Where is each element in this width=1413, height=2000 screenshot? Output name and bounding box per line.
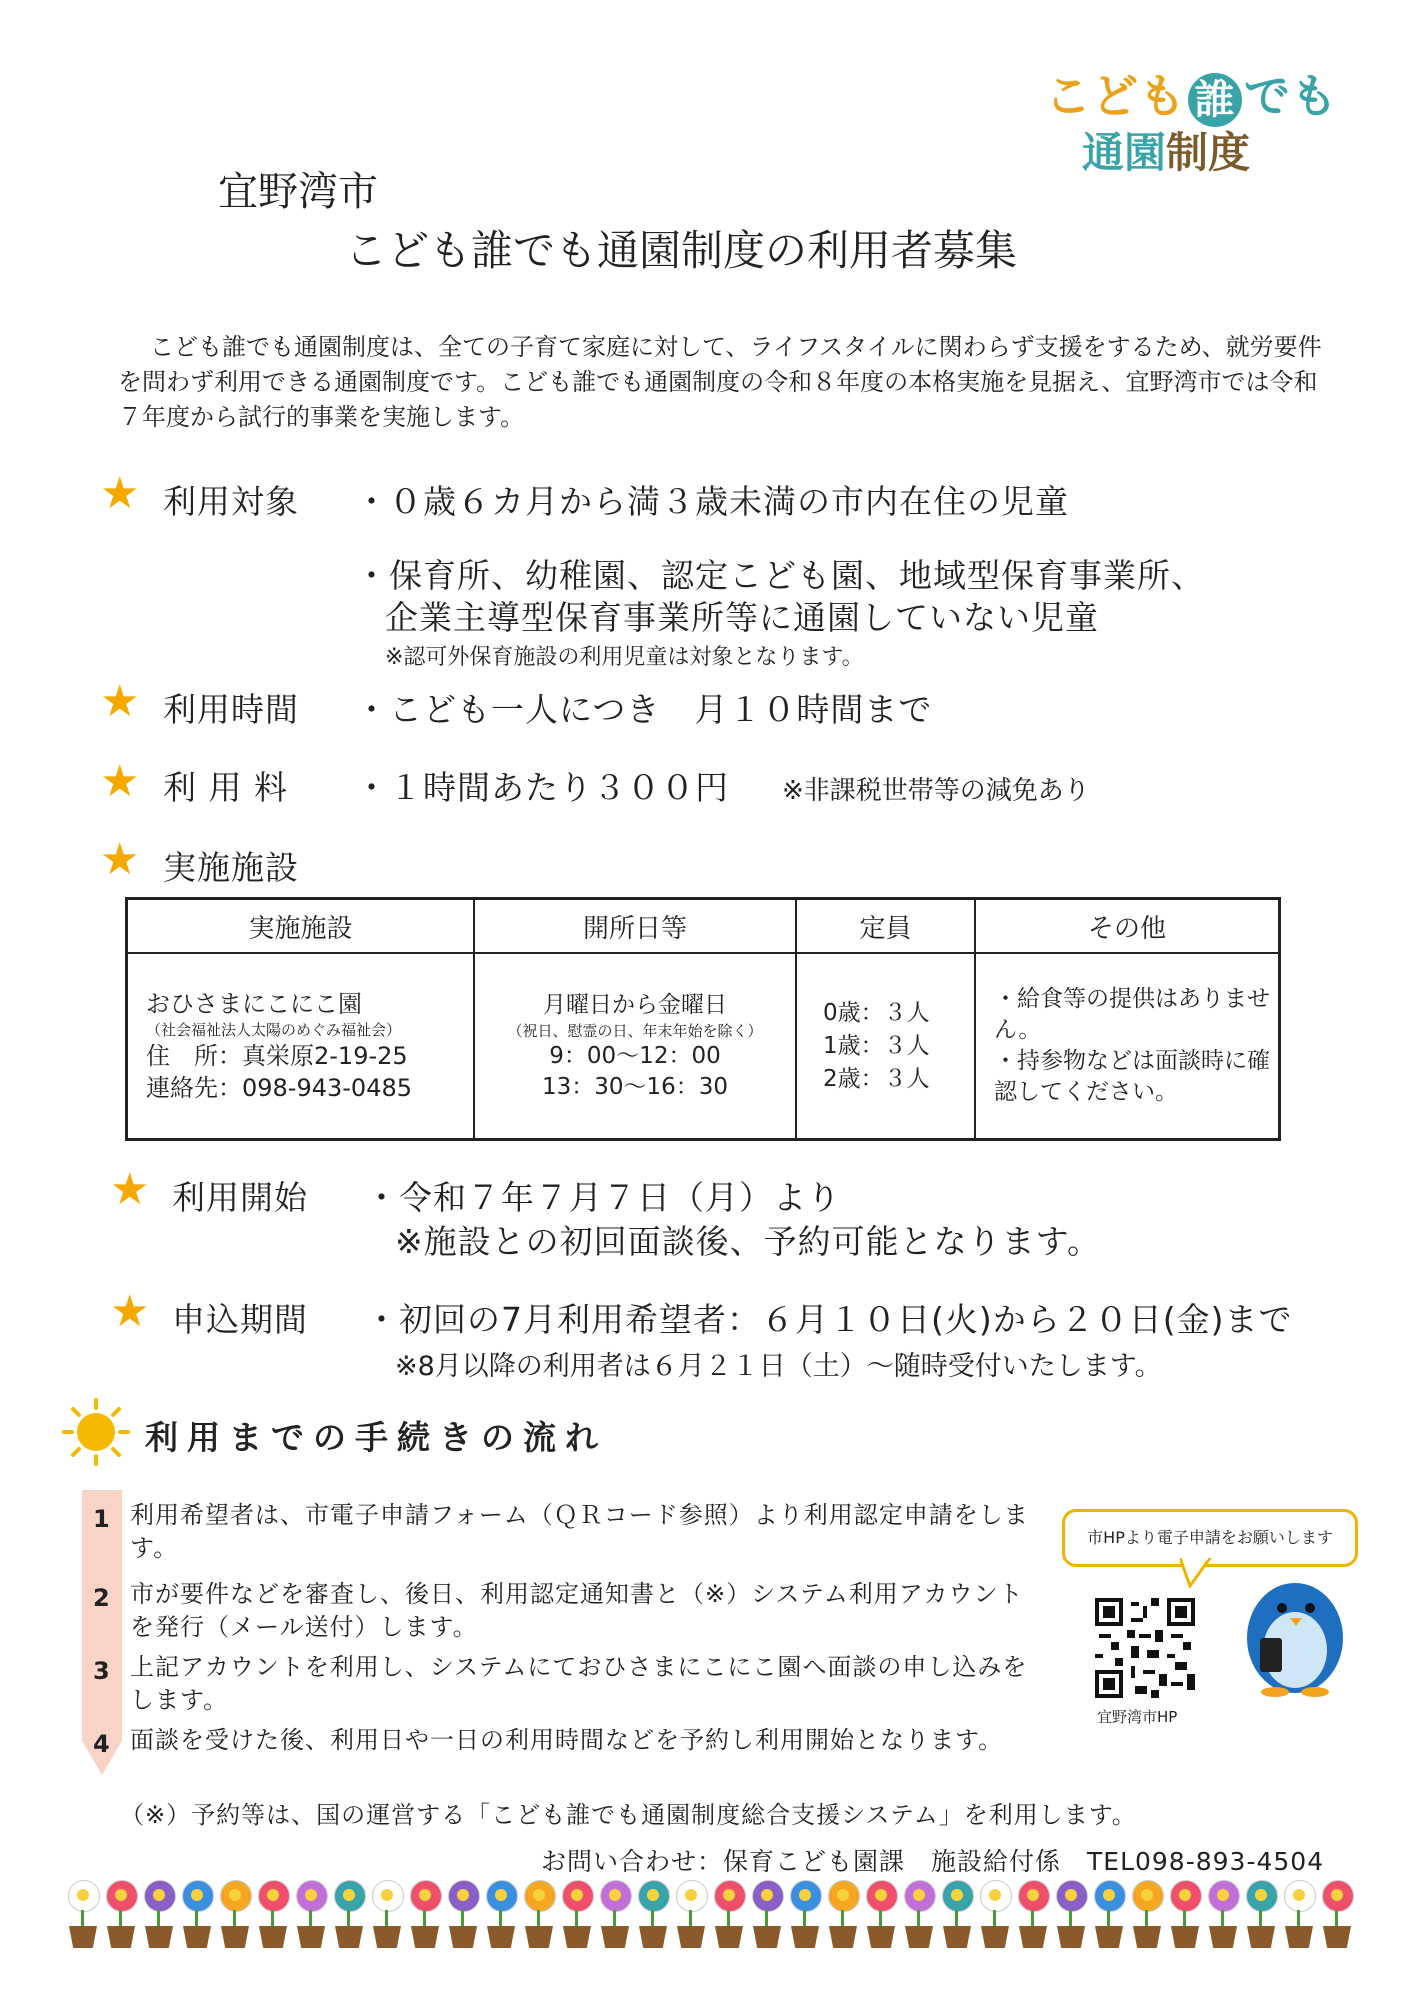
facility-address: 住 所：真栄原2-19-25: [146, 1042, 408, 1070]
flower-icon: [1091, 1880, 1127, 1960]
flower-icon: [65, 1880, 101, 1960]
qr-code-icon[interactable]: [1095, 1598, 1195, 1698]
section-label-target: 利用対象: [163, 482, 299, 521]
logo-circle: 誰: [1188, 73, 1242, 127]
logo-text: 制度: [1166, 128, 1251, 177]
flower-icon: [1243, 1880, 1279, 1960]
flower-icon: [977, 1880, 1013, 1960]
logo: [1045, 60, 1338, 127]
target-item-2-cont: 企業主導型保育事業所等に通園していない児童: [385, 598, 1099, 637]
other-note: ・給食等の提供はありません。: [994, 986, 1270, 1043]
flower-icon: [749, 1880, 785, 1960]
facility-table: [125, 897, 1281, 1141]
start-item: ・令和７年７月７日（月）より: [365, 1178, 841, 1217]
flower-icon: [331, 1880, 367, 1960]
flower-icon: [1281, 1880, 1317, 1960]
table-header: 実施施設: [127, 899, 475, 954]
logo-text: でも: [1244, 69, 1338, 123]
flow-note: （※）予約等は、国の運営する「こども誰でも通園制度総合支援システム」を利用します。: [120, 1801, 1137, 1829]
flower-icon: [1205, 1880, 1241, 1960]
flower-icon: [901, 1880, 937, 1960]
capacity-row: 2歳：３人: [823, 1065, 930, 1092]
step-number: 1: [93, 1505, 110, 1533]
time-item: ・こども一人につき 月１０時間まで: [355, 690, 933, 729]
capacity-row: 0歳：３人: [823, 999, 930, 1026]
flower-icon: [597, 1880, 633, 1960]
page-title: こども誰でも通園制度の利用者募集: [345, 226, 1018, 275]
flower-border: [65, 1880, 1355, 1960]
flower-icon: [103, 1880, 139, 1960]
flower-icon: [483, 1880, 519, 1960]
target-item-2: ・保育所、幼稚園、認定こども園、地域型保育事業所、: [355, 556, 1205, 595]
contact-info: お問い合わせ：保育こども園課 施設給付係 TEL098-893-4504: [541, 1847, 1325, 1876]
flower-icon: [217, 1880, 253, 1960]
start-note: ※施設との初回面談後、予約可能となります。: [395, 1222, 1102, 1261]
capacity-cell: [796, 953, 975, 1140]
fee-item: ・１時間あたり３００円: [355, 768, 729, 807]
target-item-1: ・０歳６カ月から満３歳未満の市内在住の児童: [355, 482, 1069, 521]
section-label-fee: 利 用 料: [163, 768, 288, 807]
flower-icon: [293, 1880, 329, 1960]
fee-note: ※非課税世帯等の減免あり: [782, 776, 1090, 806]
capacity-row: 1歳：３人: [823, 1032, 930, 1059]
facility-phone: 連絡先：098-943-0485: [146, 1074, 413, 1102]
star-icon: ★: [110, 1286, 150, 1337]
open-time-2: 13：30～16：30: [541, 1073, 729, 1100]
flower-icon: [255, 1880, 291, 1960]
logo-text: こども: [1045, 69, 1186, 123]
step-text: 市が要件などを審査し、後日、利用認定通知書と（※）システム利用アカウントを発行（メール送付）します。: [130, 1580, 1024, 1641]
flower-icon: [1015, 1880, 1051, 1960]
star-icon: ★: [100, 756, 140, 807]
step-number: 2: [93, 1584, 110, 1612]
penguin-mascot-icon: [1240, 1568, 1350, 1698]
section-label-time: 利用時間: [163, 690, 299, 729]
logo-line2: [1082, 120, 1250, 180]
flower-icon: [939, 1880, 975, 1960]
table-header: 開所日等: [474, 899, 796, 954]
flower-icon: [141, 1880, 177, 1960]
section-label-period: 申込期間: [172, 1300, 308, 1339]
flower-icon: [1319, 1880, 1355, 1960]
period-note: ※8月以降の利用者は６月２１日（土）～随時受付いたします。: [395, 1351, 1162, 1382]
flow-title: 利用までの手続きの流れ: [145, 1418, 607, 1457]
star-icon: ★: [110, 1164, 150, 1215]
flower-icon: [407, 1880, 443, 1960]
flower-icon: [635, 1880, 671, 1960]
flower-icon: [179, 1880, 215, 1960]
open-days: 月曜日から金曜日: [543, 991, 727, 1018]
flower-icon: [1053, 1880, 1089, 1960]
flower-icon: [825, 1880, 861, 1960]
flower-icon: [1167, 1880, 1203, 1960]
sun-icon: [62, 1398, 130, 1466]
section-label-facility: 実施施設: [163, 848, 299, 887]
step-text: 利用希望者は、市電子申請フォーム（ＱＲコード参照）より利用認定申請をします。: [130, 1501, 1029, 1562]
step-number: 3: [93, 1657, 110, 1685]
open-time-1: 9：00～12：00: [549, 1042, 721, 1069]
section-label-start: 利用開始: [172, 1178, 308, 1217]
step-text: 上記アカウントを利用し、システムにておひさまにこにこ園へ面談の申し込みをします。: [130, 1653, 1028, 1714]
step-number: 4: [93, 1730, 110, 1758]
period-item: ・初回の7月利用希望者：６月１０日(火)から２０日(金)まで: [365, 1300, 1293, 1339]
city-name: 宜野湾市: [218, 169, 378, 215]
flower-icon: [1129, 1880, 1165, 1960]
flower-icon: [369, 1880, 405, 1960]
step-text: 面談を受けた後、利用日や一日の利用時間などを予約し利用開始となります。: [130, 1726, 1004, 1754]
table-header: 定員: [796, 899, 975, 954]
speech-bubble: 市HPより電子申請をお願いします: [1062, 1509, 1358, 1567]
flower-icon: [673, 1880, 709, 1960]
table-header: その他: [975, 899, 1280, 954]
qr-label: 宜野湾市HP: [1097, 1708, 1178, 1726]
other-cell: [975, 953, 1280, 1140]
facility-corp: （社会福祉法人太陽のめぐみ福祉会）: [146, 1021, 402, 1039]
flower-icon: [711, 1880, 747, 1960]
days-cell: [474, 953, 796, 1140]
star-icon: ★: [100, 468, 140, 519]
intro-paragraph: こども誰でも通園制度は、全ての子育て家庭に対して、ライフスタイルに関わらず支援をするため、就労要件を問わず利用できる通園制度です。こども誰でも通園制度の令和８年度の本格実施を見据え、宜野湾市では令和７年度から試行的事業を実施します。: [118, 333, 1322, 431]
bubble-tail-icon: [1180, 1558, 1220, 1588]
star-icon: ★: [100, 834, 140, 885]
flower-icon: [445, 1880, 481, 1960]
open-days-note: （祝日、慰霊の日、年末年始を除く）: [507, 1021, 763, 1040]
other-note: ・持参物などは面談時に確認してください。: [994, 1048, 1270, 1105]
facility-cell: [127, 953, 475, 1140]
flower-icon: [521, 1880, 557, 1960]
star-icon: ★: [100, 676, 140, 727]
flower-icon: [559, 1880, 595, 1960]
target-note: ※認可外保育施設の利用児童は対象となります。: [385, 645, 864, 670]
flower-icon: [863, 1880, 899, 1960]
logo-text: 通園: [1082, 128, 1167, 177]
facility-name: おひさまにこにこ園: [146, 990, 362, 1018]
flower-icon: [787, 1880, 823, 1960]
